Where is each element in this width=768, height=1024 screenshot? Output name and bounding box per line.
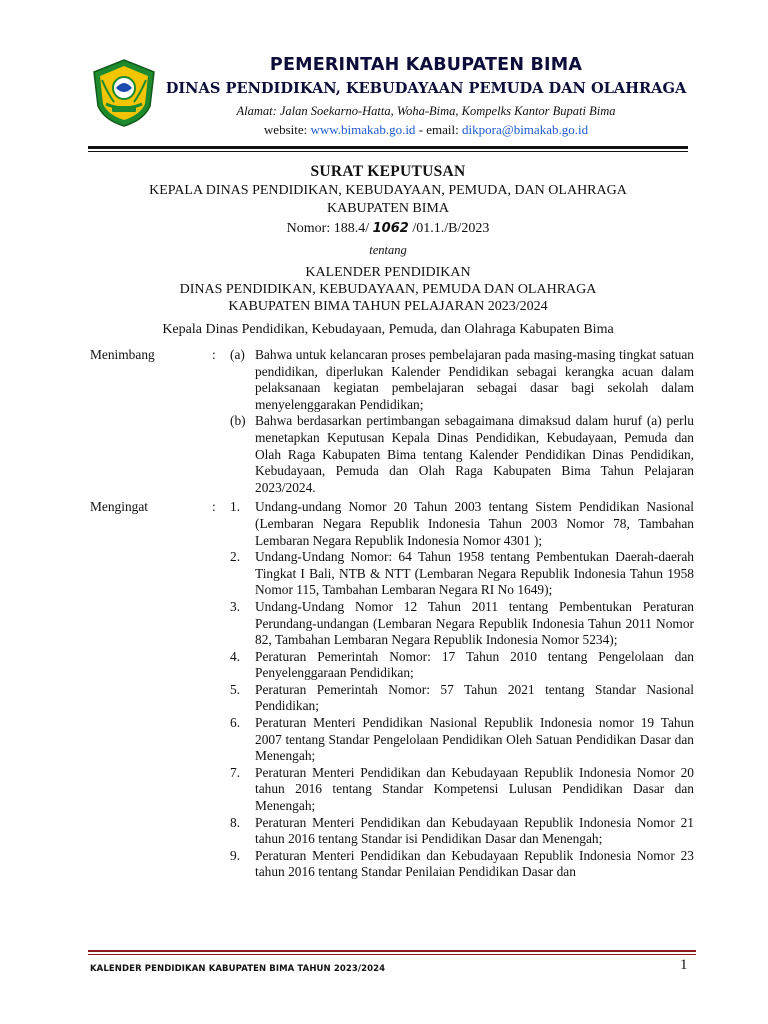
subject-line-2: DINAS PENDIDIKAN, KEBUDAYAAN, PEMUDA DAN OLAHRAGA [179,282,597,297]
item-marker: 5. [230,681,241,697]
item-text: Bahwa berdasarkan pertimbangan sebagaimana dimaksud dalam huruf (a) perlu menetapkan Keputusan Kepala Dinas Pendidikan, Kebudayaan, Pemuda dan Olah Raga Kabupaten Bima tentang Kalender Pendidikan Dinas Pendidikan, Kebudayaan, Pemuda dan Olah Raga Kabupaten Bima Tahun Pelajaran 2023/2024. [255,413,694,495]
website-link[interactable]: www.bimakab.go.id [310,122,416,137]
issuer-line-2: KABUPATEN BIMA [326,201,449,216]
item-marker: 1. [230,499,241,515]
item-text: Undang-undang Nomor 20 Tahun 2003 tentang Sistem Pendidikan Nasional (Lembaran Negara Republik Indonesia Tahun 2003 Nomor 78, Tambahan Lembaran Negara Republik Indonesia Nomor 4301 ); [255,499,694,548]
item-text: Peraturan Menteri Pendidikan dan Kebudayaan Republik Indonesia Nomor 23 tahun 2016 tentang Standar Penilaian Pendidikan Dasar dan [255,847,694,880]
list-item [230,599,694,649]
item-marker: 8. [230,814,241,830]
decree-number [88,221,688,237]
list-item [230,347,694,413]
item-marker: 7. [230,764,241,780]
list-item [230,815,694,848]
letterhead-divider-thin [88,151,688,152]
government-name: PEMERINTAH KABUPATEN BIMA [269,55,583,75]
number-suffix: /01.1./B/2023 [408,221,490,236]
item-text: Peraturan Menteri Pendidikan Nasional Republik Indonesia nomor 19 Tahun 2007 tentang Standar Pengelolaan Pendidikan Oleh Satuan Pendidikan Dasar dan Menengah; [255,715,694,764]
section-colon: : [212,347,216,362]
contact-line [160,122,692,138]
menimbang-section [90,347,694,496]
item-marker: 6. [230,715,241,731]
footer-doc-title: KALENDER PENDIDIKAN KABUPATEN BIMA TAHUN 2023/2024 [90,964,386,974]
list-item [230,715,694,765]
mengingat-items [230,499,694,881]
section-colon: : [212,499,216,515]
preamble: Kepala Dinas Pendidikan, Kebudayaan, Pemuda, dan Olahraga Kabupaten Bima [162,322,614,337]
number-handwritten: 1062 [372,221,409,236]
subject-line-1: KALENDER PENDIDIKAN [305,265,471,280]
menimbang-items [230,347,694,496]
website-label: website: [263,122,311,137]
list-item [230,413,694,496]
item-marker: 4. [230,648,241,664]
section-label: Mengingat [90,499,149,515]
item-marker: 3. [230,598,241,614]
item-text: Peraturan Pemerintah Nomor: 57 Tahun 2021 tentang Standar Nasional Pendidikan; [255,681,694,714]
letterhead-divider-thick [88,146,688,149]
list-item [230,649,694,682]
list-item [230,765,694,815]
footer-divider-thin [88,954,696,955]
item-text: Bahwa untuk kelancaran proses pembelajaran pada masing-masing tingkat satuan pendidikan, diperlukan Kalender Pendidikan sebagai kerangka acuan dalam pelaksanaan kegiatan pembelajaran sebagai dasar bagi sekolah dalam menyelenggarakan Pendidikan; [255,347,694,412]
list-item [230,549,694,599]
email-link[interactable]: dikpora@bimakab.go.id [462,122,589,137]
list-item [230,499,694,549]
item-marker: 9. [230,847,241,863]
item-text: Undang-Undang Nomor: 64 Tahun 1958 tentang Pembentukan Daerah-daerah Tingkat I Bali, NTB & NTT (Lembaran Negara Republik Indonesia Tahun 1958 Nomor 115, Tambahan Lembaran Negara RI No 1649); [255,549,694,598]
list-item [230,682,694,715]
footer-divider-thick [88,950,696,952]
kabupaten-bima-emblem-icon [88,58,160,128]
subject-line-3: KABUPATEN BIMA TAHUN PELAJARAN 2023/2024 [228,299,548,314]
item-text: Peraturan Menteri Pendidikan dan Kebudayaan Republik Indonesia Nomor 20 tahun 2016 tentang Standar Kompetensi Lulusan Pendidikan Dasar dan Menengah; [255,764,694,814]
decree-title: SURAT KEPUTUSAN [310,163,466,180]
number-prefix: Nomor: 188.4/ [286,221,373,236]
section-label: Menimbang [90,347,155,362]
email-label: - email: [415,122,463,137]
about-label: tentang [369,243,407,257]
item-marker: (b) [230,413,246,429]
page-number: 1 [680,957,688,973]
issuer-line-1: KEPALA DINAS PENDIDIKAN, KEBUDAYAAN, PEMUDA, DAN OLAHRAGA [149,183,627,198]
decree-body [90,347,694,881]
item-marker: 2. [230,549,241,565]
item-text: Peraturan Menteri Pendidikan dan Kebudayaan Republik Indonesia Nomor 21 tahun 2016 tentang Standar isi Pendidikan Dasar dan Menengah; [255,814,694,847]
item-text: Undang-Undang Nomor 12 Tahun 2011 tentang Pembentukan Peraturan Perundang-undangan (Lembaran Negara Republik Indonesia Tahun 2011 Nomor 82, Tambahan Lembaran Negara Republik Indonesia Nomor 5234); [255,598,694,648]
list-item [230,848,694,881]
item-marker: (a) [230,347,245,362]
office-address: Alamat: Jalan Soekarno-Hatta, Woha-Bima, Kompelks Kantor Bupati Bima [236,104,616,118]
agency-name: DINAS PENDIDIKAN, KEBUDAYAAN PEMUDA DAN OLAHRAGA [165,80,687,97]
item-text: Peraturan Pemerintah Nomor: 17 Tahun 2010 tentang Pengelolaan dan Penyelenggaraan Pendidikan; [255,648,694,681]
mengingat-section [90,499,694,881]
